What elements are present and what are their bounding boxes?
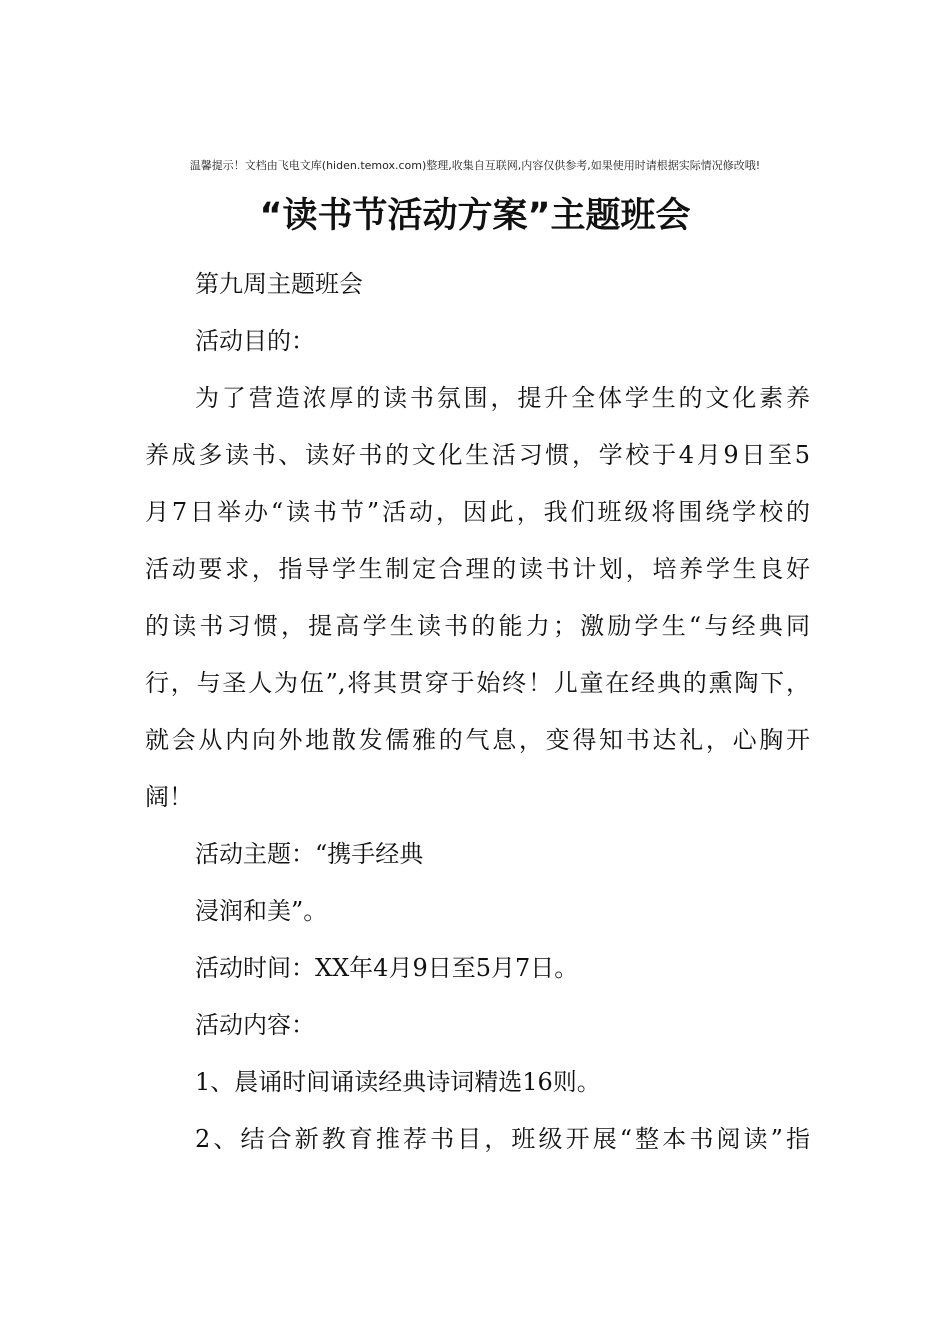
- document-notice: 温馨提示！文档由飞电文库(hiden.temox.com)整理,收集自互联网,内容仅供参考,如果使用时请根据实际情况修改哦!: [189, 159, 761, 172]
- page-title: “读书节活动方案”主题班会: [259, 196, 691, 236]
- paragraph-line: 行，与圣人为伍”,将其贯穿于始终！儿童在经典的熏陶下，: [145, 669, 810, 697]
- paragraph-line: 月7日举办“读书节”活动，因此，我们班级将围绕学校的: [145, 498, 810, 526]
- paragraph-line: 第九周主题班会: [195, 270, 363, 298]
- paragraph-line: 浸润和美”。: [195, 897, 328, 925]
- paragraph-line: 活动主题：“携手经典: [195, 840, 424, 868]
- paragraph-line: 为了营造浓厚的读书氛围，提升全体学生的文化素养: [195, 384, 810, 412]
- paragraph-line: 就会从内向外地散发儒雅的气息，变得知书达礼，心胸开: [145, 726, 810, 754]
- paragraph-line: 2、结合新教育推荐书目，班级开展“整本书阅读”指: [195, 1125, 810, 1153]
- document-body: [145, 256, 810, 1168]
- paragraph-line: 养成多读书、读好书的文化生活习惯，学校于4月9日至5: [145, 441, 810, 469]
- paragraph-line: 活动内容：: [195, 1011, 315, 1039]
- paragraph-line: 阔！: [145, 783, 193, 811]
- paragraph-line: 活动目的：: [195, 327, 315, 355]
- paragraph-line: 1、晨诵时间诵读经典诗词精选16则。: [195, 1068, 601, 1096]
- paragraph-line: 活动时间：XX年4月9日至5月7日。: [195, 954, 579, 982]
- paragraph-line: 的读书习惯，提高学生读书的能力；激励学生“与经典同: [145, 612, 810, 640]
- paragraph-line: 活动要求，指导学生制定合理的读书计划，培养学生良好: [145, 555, 810, 583]
